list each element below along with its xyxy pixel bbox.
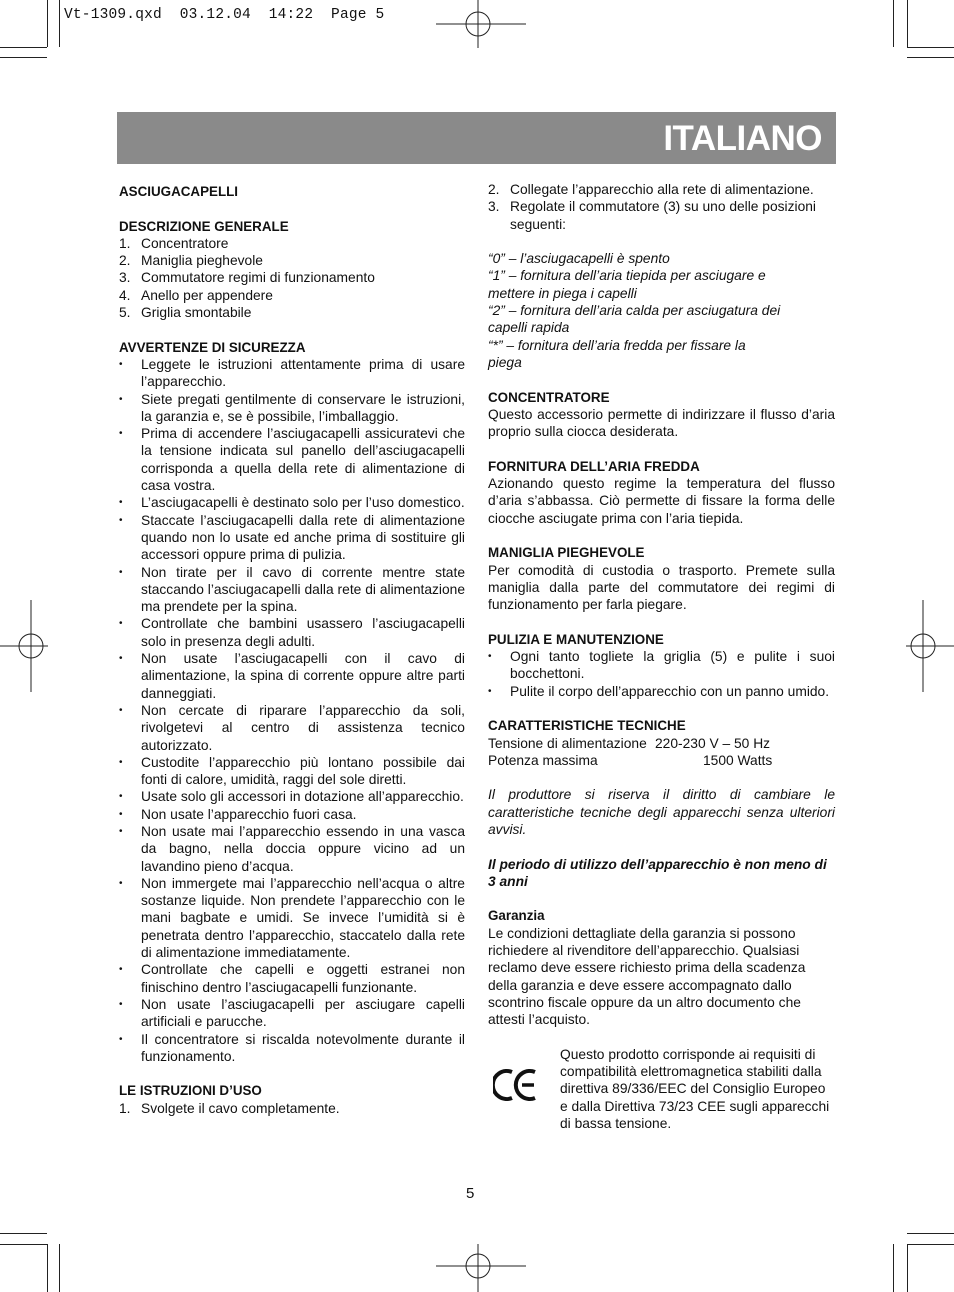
section-heading: AVVERTENZE DI SICUREZZA	[119, 339, 306, 355]
crop-mark	[907, 0, 908, 47]
crop-mark	[907, 47, 954, 48]
list-item: • Leggete le istruzioni attentamente prima di usare l’apparecchio.	[119, 356, 465, 390]
list-item: • Il concentratore si riscalda notevolmente durante il funzionamento.	[119, 1031, 465, 1064]
section-heading: DESCRIZIONE GENERALE	[119, 218, 289, 234]
crop-mark	[0, 47, 47, 48]
crop-mark	[893, 0, 894, 47]
list-item: • Non usate l’apparecchio fuori casa.	[119, 806, 357, 822]
spec-row	[488, 752, 835, 769]
section-heading: CONCENTRATORE	[488, 389, 610, 405]
ce-compliance	[488, 1046, 835, 1132]
spec-value: 1500 Watts	[703, 752, 773, 768]
registration-mark-left	[0, 600, 48, 692]
list-item: • Custodite l’apparecchio più lontano possibile dai fonti di calore, umidità, raggi del sole diretti.	[119, 754, 465, 788]
ce-mark-icon	[493, 1068, 539, 1102]
list-item: 1. Concentratore	[119, 235, 229, 251]
list-item: • Usate solo gli accessori in dotazione all’apparecchio.	[119, 789, 464, 805]
list-item: • Ogni tanto togliete la griglia (5) e pulite i suoi bocchettoni.	[488, 649, 835, 682]
crop-mark	[59, 0, 60, 47]
list-item: 2. Collegate l’apparecchio alla rete di alimentazione.	[488, 182, 814, 197]
language-banner	[117, 112, 836, 164]
list-item: 3. Commutatore regimi di funzionamento	[119, 270, 375, 286]
list-item: 5. Griglia smontabile	[119, 305, 252, 321]
list-item: • L’asciugacapelli è destinato solo per l’uso domestico.	[119, 495, 465, 511]
mode-line: “1” – fornitura dell’aria tiepida per asciugare e mettere in piega i capelli	[488, 268, 766, 301]
spec-label: Potenza massima	[488, 752, 598, 768]
lifetime-note: Il periodo di utilizzo dell’apparecchio è non meno di 3 anni	[488, 856, 827, 889]
product-title: ASCIUGACAPELLI	[119, 184, 239, 199]
section-heading: LE ISTRUZIONI D’USO	[119, 1083, 262, 1099]
cleaning-list	[488, 648, 835, 700]
ce-text: Questo prodotto corrisponde ai requisiti di compatibilità elettromagnetica stabiliti dalla direttiva 89/336/EEC del Consiglio Europeo e dalla Direttiva 73/23 CEE sugli apparecchi di bassa tensione.	[560, 1046, 830, 1132]
right-column	[488, 181, 835, 1132]
print-slug: Vt-1309.qxd 03.12.04 14:22 Page 5	[64, 7, 385, 23]
section-heading: PULIZIA E MANUTENZIONE	[488, 631, 664, 647]
list-item: • Non usate mai l’apparecchio essendo in una vasca da bagno, nella doccia oppure vicino ad un lavandino pieno d’acqua.	[119, 823, 465, 874]
crop-mark	[0, 1233, 47, 1234]
paragraph: Le condizioni dettagliate della garanzia si possono richiedere al rivenditore dell’apparecchio. Qualsiasi reclamo deve essere richiesto prima della scadenza della garanzia e deve essere accompagnato dallo scontrino fiscale oppure da un altro documento che attesti l’acquisto.	[488, 925, 806, 1028]
mode-line: “*” – fornitura dell’aria fredda per fissare la piega	[488, 337, 746, 370]
mode-line: “2” – fornitura dell’aria calda per asciugatura dei capelli rapida	[488, 303, 781, 336]
registration-mark-top	[436, 0, 526, 48]
crop-mark	[893, 1244, 894, 1292]
list-item: 3. Regolate il commutatore (3) su uno delle posizioni seguenti:	[488, 199, 816, 232]
list-item: • Controllate che bambini usassero l’asciugacapelli solo in presenza degli adulti.	[119, 616, 465, 649]
crop-mark	[907, 57, 954, 58]
crop-mark	[0, 1244, 47, 1245]
parts-list	[119, 235, 465, 321]
list-item: • Pulite il corpo dell’apparecchio con un panno umido.	[488, 683, 830, 699]
list-item: • Non immergete mai l’apparecchio nell’acqua o altre sostanze liquide. Non prendete l’apparecchio con le mani bagbate e umidi. Se invece l’umidità si è penetrata dentro l’apparecchio, staccatelo dalla rete di alimentazione immediatamente.	[119, 875, 465, 961]
crop-mark	[47, 1244, 48, 1292]
section-heading: MANIGLIA PIEGHEVOLE	[488, 545, 645, 561]
crop-mark	[907, 1244, 954, 1245]
spec-row	[488, 735, 835, 752]
crop-mark	[907, 1233, 954, 1234]
registration-mark-right	[906, 600, 954, 692]
list-item: • Siete pregati gentilmente di conservare le istruzioni, la garanzia e, se è possibile, l’imballaggio.	[119, 391, 465, 424]
registration-mark-bottom	[436, 1244, 526, 1292]
list-item: 1. Svolgete il cavo completamente.	[119, 1100, 340, 1116]
left-column	[119, 183, 465, 1117]
paragraph: Azionando questo regime la temperatura del flusso d’aria s’abbassa. Ciò permette di fissare la forma delle ciocche asciugate prima con l’aria tiepida.	[488, 476, 835, 526]
spec-label: Tensione di alimentazione	[488, 735, 647, 751]
section-heading: Garanzia	[488, 908, 545, 924]
list-item: • Staccate l’asciugacapelli dalla rete di alimentazione quando non lo usate ed anche prima di sostituire gli accessori oppure prima di pulizia.	[119, 512, 465, 563]
list-item: • Non usate l’asciugacapelli con il cavo di alimentazione, la spina di corrente oppure altre parti danneggiati.	[119, 651, 465, 701]
crop-mark	[47, 0, 48, 47]
section-heading: FORNITURA DELL’ARIA FREDDA	[488, 458, 700, 474]
section-heading: CARATTERISTICHE TECNICHE	[488, 718, 686, 734]
safety-list	[119, 356, 465, 1065]
crop-mark	[907, 1244, 908, 1292]
banner-title: ITALIANO	[663, 119, 822, 158]
page-number: 5	[466, 1185, 475, 1202]
paragraph: Per comodità di custodia o trasporto. Premete sulla maniglia dalla parte del commutatore dei regimi di funzionamento per farla piegare.	[488, 562, 835, 613]
list-item: • Non tirate per il cavo di corrente mentre state staccando l’asciugacapelli dalla rete di alimentazione ma prendete per la spina.	[119, 564, 465, 615]
spec-value: 220-230 V – 50 Hz	[655, 735, 771, 751]
list-item: • Prima di accendere l’asciugacapelli assicuratevi che la tensione indicata sul panello dell’asciugacapelli corrisponda a quella della rete di alimentazione di casa vostra.	[119, 426, 465, 494]
list-item: • Non usate l’asciugacapelli per asciugare capelli artificiali e parucche.	[119, 996, 465, 1030]
list-item: 4. Anello per appendere	[119, 287, 273, 303]
crop-mark	[0, 57, 47, 58]
paragraph: Questo accessorio permette di indirizzare il flusso d’aria proprio sulla ciocca desiderata.	[488, 406, 835, 440]
mode-line: “0” – l’asciugacapelli è spento	[488, 251, 670, 267]
list-item: • Non cercate di riparare l’apparecchio da soli, rivolgetevi al centro di assistenza tecnico autorizzato.	[119, 702, 465, 753]
disclaimer: Il produttore si riserva il diritto di cambiare le caratteristiche tecniche degli apparecchi senza ulteriori avvisi.	[488, 787, 835, 837]
list-item: • Controllate che capelli e oggetti estranei non finischino dentro l’asciugacapelli funzionante.	[119, 962, 465, 995]
crop-mark	[59, 1244, 60, 1292]
list-item: 2. Maniglia pieghevole	[119, 253, 263, 269]
